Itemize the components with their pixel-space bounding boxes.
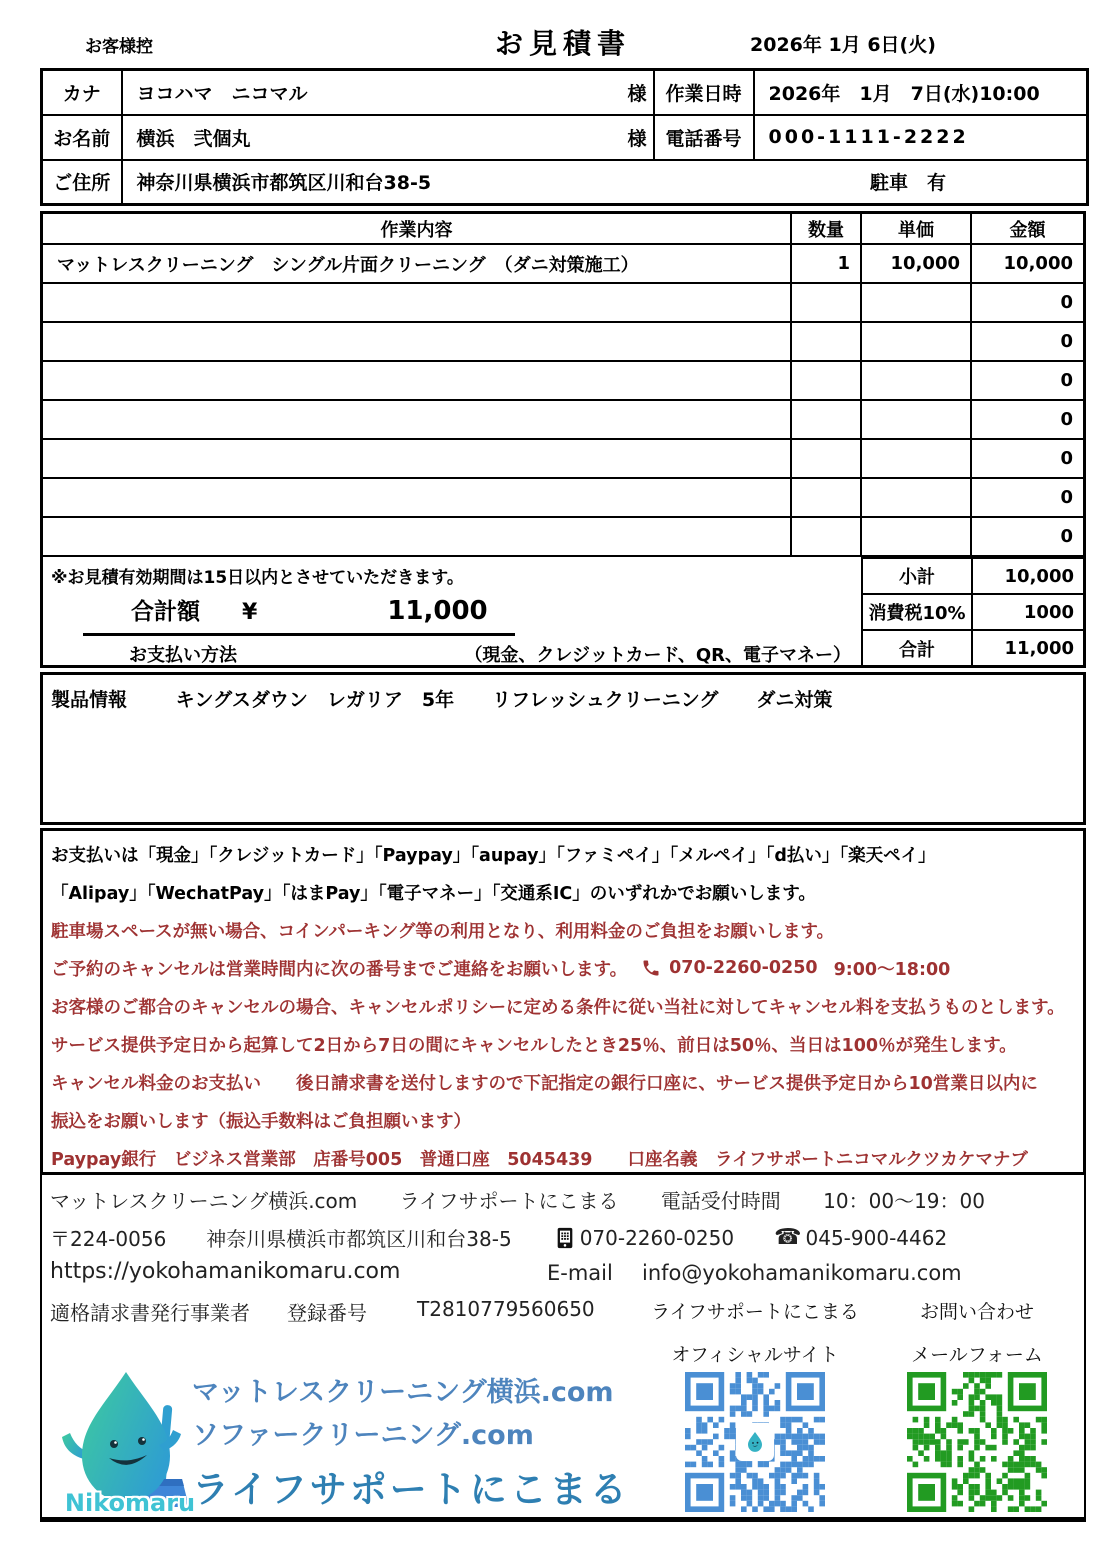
table-row: 0 (43, 517, 1083, 556)
product-info-label: 製品情報 (51, 689, 128, 711)
official-site-qr-code (685, 1372, 825, 1512)
grand-total-row (862, 630, 1084, 666)
issue-date: 2026年 1月 6日(火) (750, 34, 936, 56)
totals-summary (43, 557, 1083, 666)
footer-postal: 〒224-0056 (50, 1227, 167, 1251)
footer-url: https://yokohamanikomaru.com (50, 1259, 401, 1284)
product-info-section (40, 672, 1086, 825)
total-amount: 11,000 (387, 596, 488, 626)
honorific: 様 (627, 127, 647, 150)
document-header (40, 20, 1086, 66)
logo-company: ライフサポートにこまる (192, 1468, 630, 1511)
note-bank-info: Paypay銀行 ビジネス営業部 店番号005 普通口座 5045439 口座名義 ライフサポートニコマルクツカケマナブ (51, 1149, 1028, 1170)
footer-mobile-number: 070-2260-0250 (579, 1225, 735, 1250)
footer-address: 神奈川県横浜市都筑区川和台38-5 (206, 1227, 512, 1251)
footer-line-1 (50, 1185, 1021, 1214)
parking-status: 駐車 有 (869, 172, 946, 195)
mascot-name: Nikomaru (64, 1489, 196, 1517)
subtotal-label: 小計 (862, 558, 972, 594)
logo-site-2: ソファークリーニング.com (192, 1420, 534, 1451)
phone-label: 電話番号 (654, 115, 754, 160)
table-row: 0 (43, 478, 1083, 517)
honorific: 様 (627, 82, 647, 105)
footer-tel-number: 045-900-4462 (805, 1225, 948, 1250)
table-row: 0 (43, 322, 1083, 361)
cancel-phone-number: 070-2260-0250 (669, 958, 818, 978)
customer-address-row (42, 160, 1088, 205)
grand-total-line (131, 593, 488, 626)
address-value: 神奈川県横浜市都筑区川和台38-5 (136, 172, 432, 195)
col-description: 作業内容 (43, 214, 791, 244)
registration-number-label: 登録番号 (287, 1301, 367, 1325)
qr-contact-title: お問い合わせ (919, 1301, 1034, 1323)
footer-site-name: マットレスクリーニング横浜.com (50, 1189, 358, 1213)
table-row: マットレスクリーニング シングル片面クリーニング （ダニ対策施工） 1 10,000 10,000 (43, 244, 1083, 283)
work-items-section (40, 211, 1086, 668)
name-value: 横浜 弐個丸 (136, 127, 251, 150)
product-info-details: キングスダウン レガリア 5年 リフレッシュクリーニング ダニ対策 (175, 689, 833, 711)
summary-right (861, 557, 1083, 666)
logo-site-1: マットレスクリーニング横浜.com (192, 1377, 614, 1408)
total-label: 合計額 (131, 599, 200, 625)
note-payment-2: 「Alipay」「WechatPay」「はまPay」「電子マネー」「交通系IC」のいずれかでお願いします。 (51, 883, 816, 904)
notes-section (40, 828, 1086, 1175)
subtotal-row (862, 558, 1084, 594)
telephone-icon: ☎ (774, 1225, 802, 1250)
note-payment-1: お支払いは「現金」「クレジットカード」「Paypay」「aupay」「ファミペイ」「メルペイ」「d払い」「楽天ペイ」 (51, 845, 936, 866)
nikomaru-mascot (54, 1367, 206, 1517)
invoice-issuer-label: 適格請求書発行事業者 (50, 1301, 250, 1325)
grand-total-value: 11,000 (972, 630, 1084, 666)
grand-total-label: 合計 (862, 630, 972, 666)
table-row: 0 (43, 439, 1083, 478)
note-cancel-contact: ご予約のキャンセルは営業時間内に次の番号までご連絡をお願いします。 070-2260-0250 9:00～18:00 (51, 949, 1075, 987)
footer-hours: 10：00～19：00 (823, 1189, 985, 1213)
kana-value: ヨコハマ ニコマル (136, 82, 308, 105)
tax-value: 1000 (972, 594, 1084, 630)
footer-email-label: E-mail (547, 1261, 613, 1285)
subtotal-value: 10,000 (972, 558, 1084, 594)
note-cancel-policy-1: お客様のご都合のキャンセルの場合、キャンセルポリシーに定める条件に従い当社に対してキャンセル料を支払うものとします。 (51, 997, 1065, 1018)
footer-line-2 (50, 1223, 947, 1252)
phone-icon (641, 958, 661, 978)
summary-left (43, 557, 861, 666)
cancel-hours: 9:00～18:00 (833, 959, 951, 980)
work-table-header (43, 214, 1083, 244)
footer-section (40, 1175, 1086, 1522)
mobile-phone-icon (556, 1227, 574, 1249)
note-cancel-fee-1: キャンセル料金のお支払い 後日請求書を送付しますので下記指定の銀行口座に、サービス提供予定日から10営業日以内に (51, 1073, 1038, 1094)
col-amount: 金額 (971, 214, 1083, 244)
customer-name-row (42, 115, 1088, 160)
registration-number: T2810779560650 (417, 1297, 595, 1321)
footer-email: info@yokohamanikomaru.com (642, 1261, 962, 1285)
work-datetime-label: 作業日時 (654, 70, 754, 115)
tax-row (862, 594, 1084, 630)
currency-symbol: ¥ (242, 600, 258, 625)
table-row: 0 (43, 361, 1083, 400)
note-cancel-fee-2: 振込をお願いします（振込手数料はご負担願います） (51, 1111, 471, 1132)
footer-hours-label: 電話受付時間 (660, 1189, 781, 1213)
payment-method-label: お支払い方法 (129, 645, 237, 666)
contact-form-qr-code (907, 1372, 1047, 1512)
customer-kana-row (42, 70, 1088, 115)
validity-note: ※お見積有効期間は15日以内とさせていただきます。 (51, 568, 464, 588)
page-title: お見積書 (494, 27, 631, 60)
qr-site-subtitle: オフィシャルサイト (671, 1344, 839, 1366)
total-underline (83, 633, 515, 636)
note-parking: 駐車場スペースが無い場合、コインパーキング等の利用となり、利用料金のご負担をお願いします。 (51, 921, 834, 942)
table-row: 0 (43, 283, 1083, 322)
footer-company: ライフサポートにこまる (399, 1189, 619, 1213)
address-label: ご住所 (42, 160, 122, 205)
work-datetime-value: 2026年 1月 7日(水)10:00 (754, 70, 1088, 115)
phone-value: 000-1111-2222 (754, 115, 1088, 160)
customer-info-table (40, 68, 1086, 206)
kana-label: カナ (42, 70, 122, 115)
qr-site-title: ライフサポートにこまる (651, 1301, 859, 1323)
note-cancel-policy-2: サービス提供予定日から起算して2日から7日の間にキャンセルしたとき25％、前日は50％、当日は100％が発生します。 (51, 1035, 1017, 1056)
table-row: 0 (43, 400, 1083, 439)
col-unit-price: 単価 (861, 214, 971, 244)
tax-label: 消費税10% (862, 594, 972, 630)
qr-contact-subtitle: メールフォーム (911, 1344, 1043, 1366)
payment-methods: （現金、クレジットカード、QR、電子マネー） (464, 645, 851, 666)
customer-copy-label: お客様控 (85, 37, 153, 57)
name-label: お名前 (42, 115, 122, 160)
col-qty: 数量 (791, 214, 861, 244)
footer-logo-text (192, 1371, 630, 1513)
